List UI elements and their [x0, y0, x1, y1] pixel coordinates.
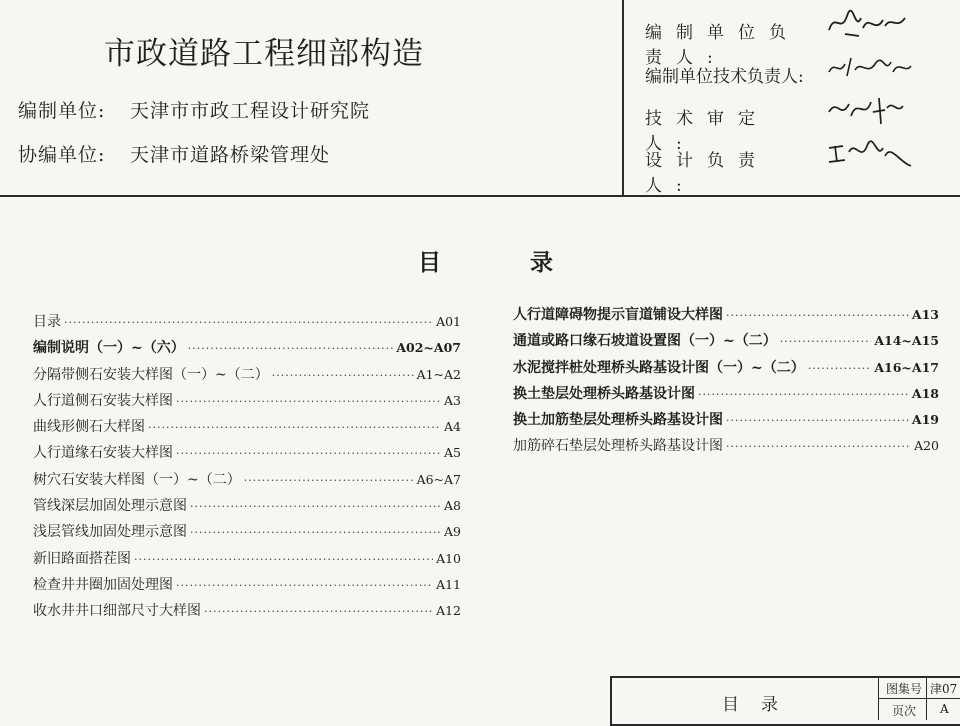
toc-item[interactable]: 人行道障碍物提示盲道铺设大样图 ····· A13 — [513, 302, 939, 328]
atlas-number-label: 图集号 — [886, 682, 923, 696]
signature-role: 编制单位负责人: — [645, 23, 800, 68]
toc-item[interactable]: 人行道侧石安装大样图 ····· A3 — [33, 388, 461, 414]
toc-item[interactable]: 编制说明（一）~（六） ····· A02~A07 — [33, 335, 461, 361]
page-number-label: 页次 — [892, 704, 917, 718]
toc-item[interactable]: 加筋碎石垫层处理桥头路基设计图 ····· A20 — [513, 433, 939, 459]
handwritten-signature — [825, 48, 915, 88]
signature-row-unit-head — [645, 18, 805, 68]
header-bottom-rule — [0, 195, 960, 197]
toc-item[interactable]: 目录 ····· A01 — [33, 309, 461, 335]
compile-unit-label: 编制单位: — [18, 100, 106, 122]
toc-item[interactable]: 换土垫层处理桥头路基设计图 ····· A18 — [513, 381, 939, 407]
toc-item[interactable]: 换土加筋垫层处理桥头路基设计图 ····· A19 — [513, 407, 939, 433]
toc-item[interactable]: 分隔带侧石安装大样图（一）~（二） ····· A1~A2 — [33, 362, 461, 388]
co-unit-label: 协编单位: — [18, 144, 106, 166]
compile-unit-row — [18, 96, 370, 123]
handwritten-signature — [825, 90, 915, 130]
toc-item[interactable]: 通道或路口缘石坡道设置图（一）~（二） ····· A14~A15 — [513, 328, 939, 354]
toc-item[interactable]: 曲线形侧石大样图 ····· A4 — [33, 414, 461, 440]
toc-item[interactable]: 新旧路面搭茬图 ····· A10 — [33, 546, 461, 572]
co-unit-value: 天津市道路桥梁管理处 — [130, 144, 331, 166]
title-block-title: 目录 — [722, 695, 800, 715]
toc-item[interactable]: 收水井井口细部尺寸大样图 ····· A12 — [33, 598, 461, 624]
signature-row-designer — [645, 146, 805, 196]
document-title: 市政道路工程细部构造 — [104, 36, 424, 72]
signature-role: 技术审定人: — [645, 109, 769, 154]
page-number-value: A — [940, 702, 949, 716]
toc-heading-char-1: 目 — [418, 249, 441, 276]
toc-item[interactable]: 检查井井圈加固处理图 ····· A11 — [33, 572, 461, 598]
co-unit-row — [18, 140, 330, 167]
signature-role: 设计负责人: — [645, 151, 769, 196]
signature-row-tech-head — [645, 62, 805, 87]
header-divider — [622, 0, 624, 195]
toc-item[interactable]: 管线深层加固处理示意图 ····· A8 — [33, 493, 461, 519]
title-block-divider — [878, 698, 960, 699]
toc-right-column — [513, 302, 939, 460]
toc-left-column — [33, 309, 461, 625]
toc-item[interactable]: 浅层管线加固处理示意图 ····· A9 — [33, 519, 461, 545]
compile-unit-value: 天津市市政工程设计研究院 — [130, 100, 371, 122]
handwritten-signature — [825, 4, 915, 44]
toc-item[interactable]: 树穴石安装大样图（一）~（二） ····· A6~A7 — [33, 467, 461, 493]
toc-item[interactable]: 人行道缘石安装大样图 ····· A5 — [33, 440, 461, 466]
handwritten-signature — [825, 132, 915, 172]
atlas-number-value: 津07 — [930, 682, 958, 696]
signature-role: 编制单位技术负责人: — [645, 67, 804, 87]
toc-heading-char-2: 录 — [530, 249, 553, 276]
toc-item[interactable]: 水泥搅拌桩处理桥头路基设计图（一）~（二） ····· A16~A17 — [513, 355, 939, 381]
